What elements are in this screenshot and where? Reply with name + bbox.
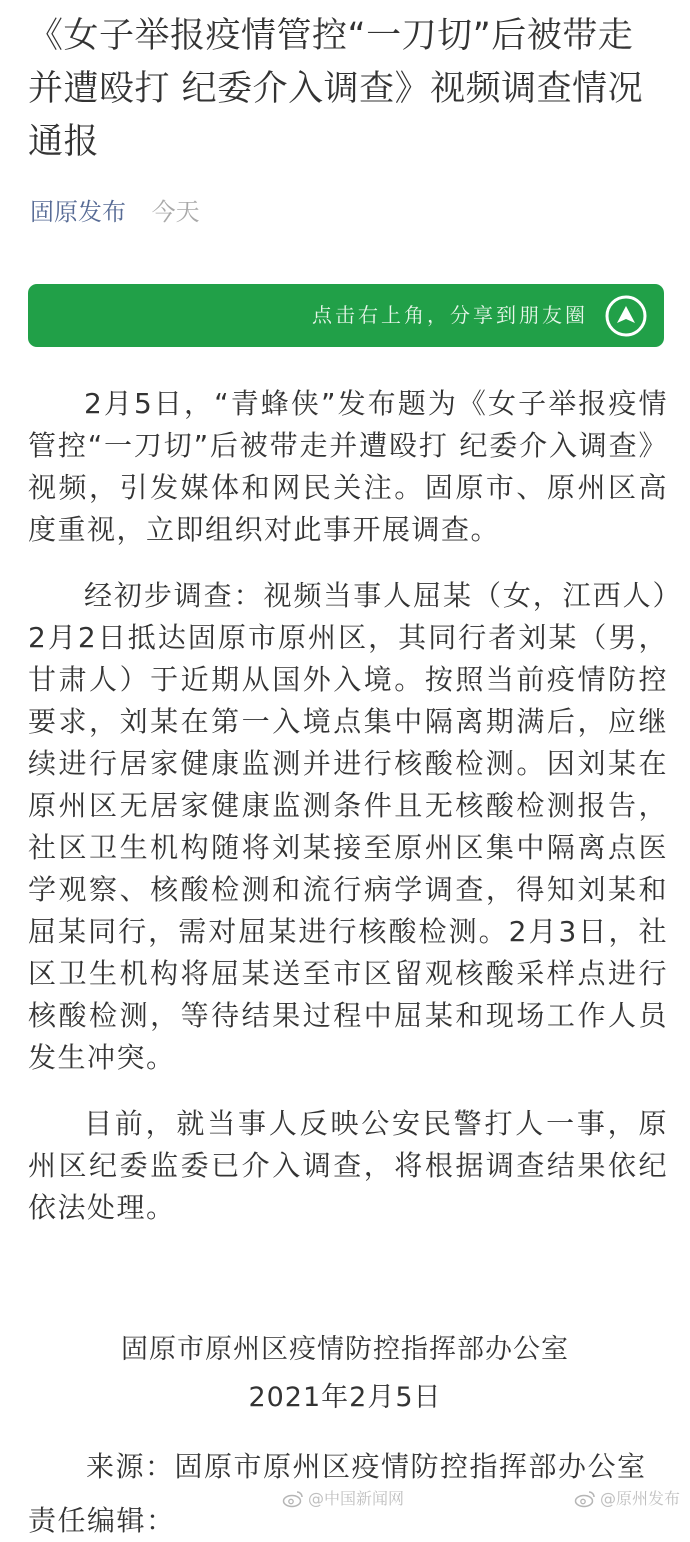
signature-date: 2021年2月5日 (248, 1382, 442, 1413)
publish-time: 今天 (151, 198, 200, 226)
watermark-left (282, 1488, 404, 1510)
paragraph-investigation: 经初步调查：视频当事人屈某（女，江西人）2月2日抵达固原市原州区，其同行者刘某（男，甘肃人）于近期从国外入境。按照当前疫情防控要求，刘某在第一入境点集中隔离期满后，应继续进行居家健康监测并进行核酸检测。因刘某在原州区无居家健康监测条件且无核酸检测报告，社区卫生机构随将刘某接至原州区集中隔离点医学观察、核酸检测和流行病学调查，得知刘某和屈某同行，需对屈某进行核酸检测。2月3日，社区卫生机构将屈某送至市区留观核酸采样点进行核酸检测，等待结果过程中屈某和现场工作人员发生冲突。 (28, 579, 668, 1074)
share-banner-text: 点击右上角，分享到朋友圈 (312, 303, 588, 327)
paragraph-current-status: 目前，就当事人反映公安民警打人一事，原州区纪委监委已介入调查，将根据调查结果依纪依法处理。 (28, 1107, 668, 1224)
article-body (28, 383, 668, 1253)
weibo-icon (282, 1490, 304, 1508)
share-banner[interactable] (28, 284, 664, 347)
editor-line: 责任编辑： (28, 1504, 176, 1537)
paragraph-intro: 2月5日，“青蜂侠”发布题为《女子举报疫情管控“一刀切”后被带走并遭殴打 纪委介入调查》视频，引发媒体和网民关注。固原市、原州区高度重视，立即组织对此事开展调查。 (28, 387, 668, 546)
up-arrow-circle-icon (604, 294, 648, 338)
signature-block (0, 1326, 690, 1422)
watermark-left-text: @中国新闻网 (308, 1489, 405, 1508)
article-title: 《女子举报疫情管控“一刀切”后被带走并遭殴打 纪委介入调查》视频调查情况通报 (28, 16, 644, 162)
article-meta (30, 196, 200, 228)
watermark-right-text: @原州发布 (600, 1489, 681, 1508)
weibo-icon (574, 1490, 596, 1508)
source-account-link[interactable]: 固原发布 (30, 198, 126, 226)
source-credit: 来源：固原市原州区疫情防控指挥部办公室 (86, 1450, 647, 1483)
watermark-right (574, 1488, 680, 1510)
signature-org: 固原市原州区疫情防控指挥部办公室 (121, 1334, 569, 1365)
